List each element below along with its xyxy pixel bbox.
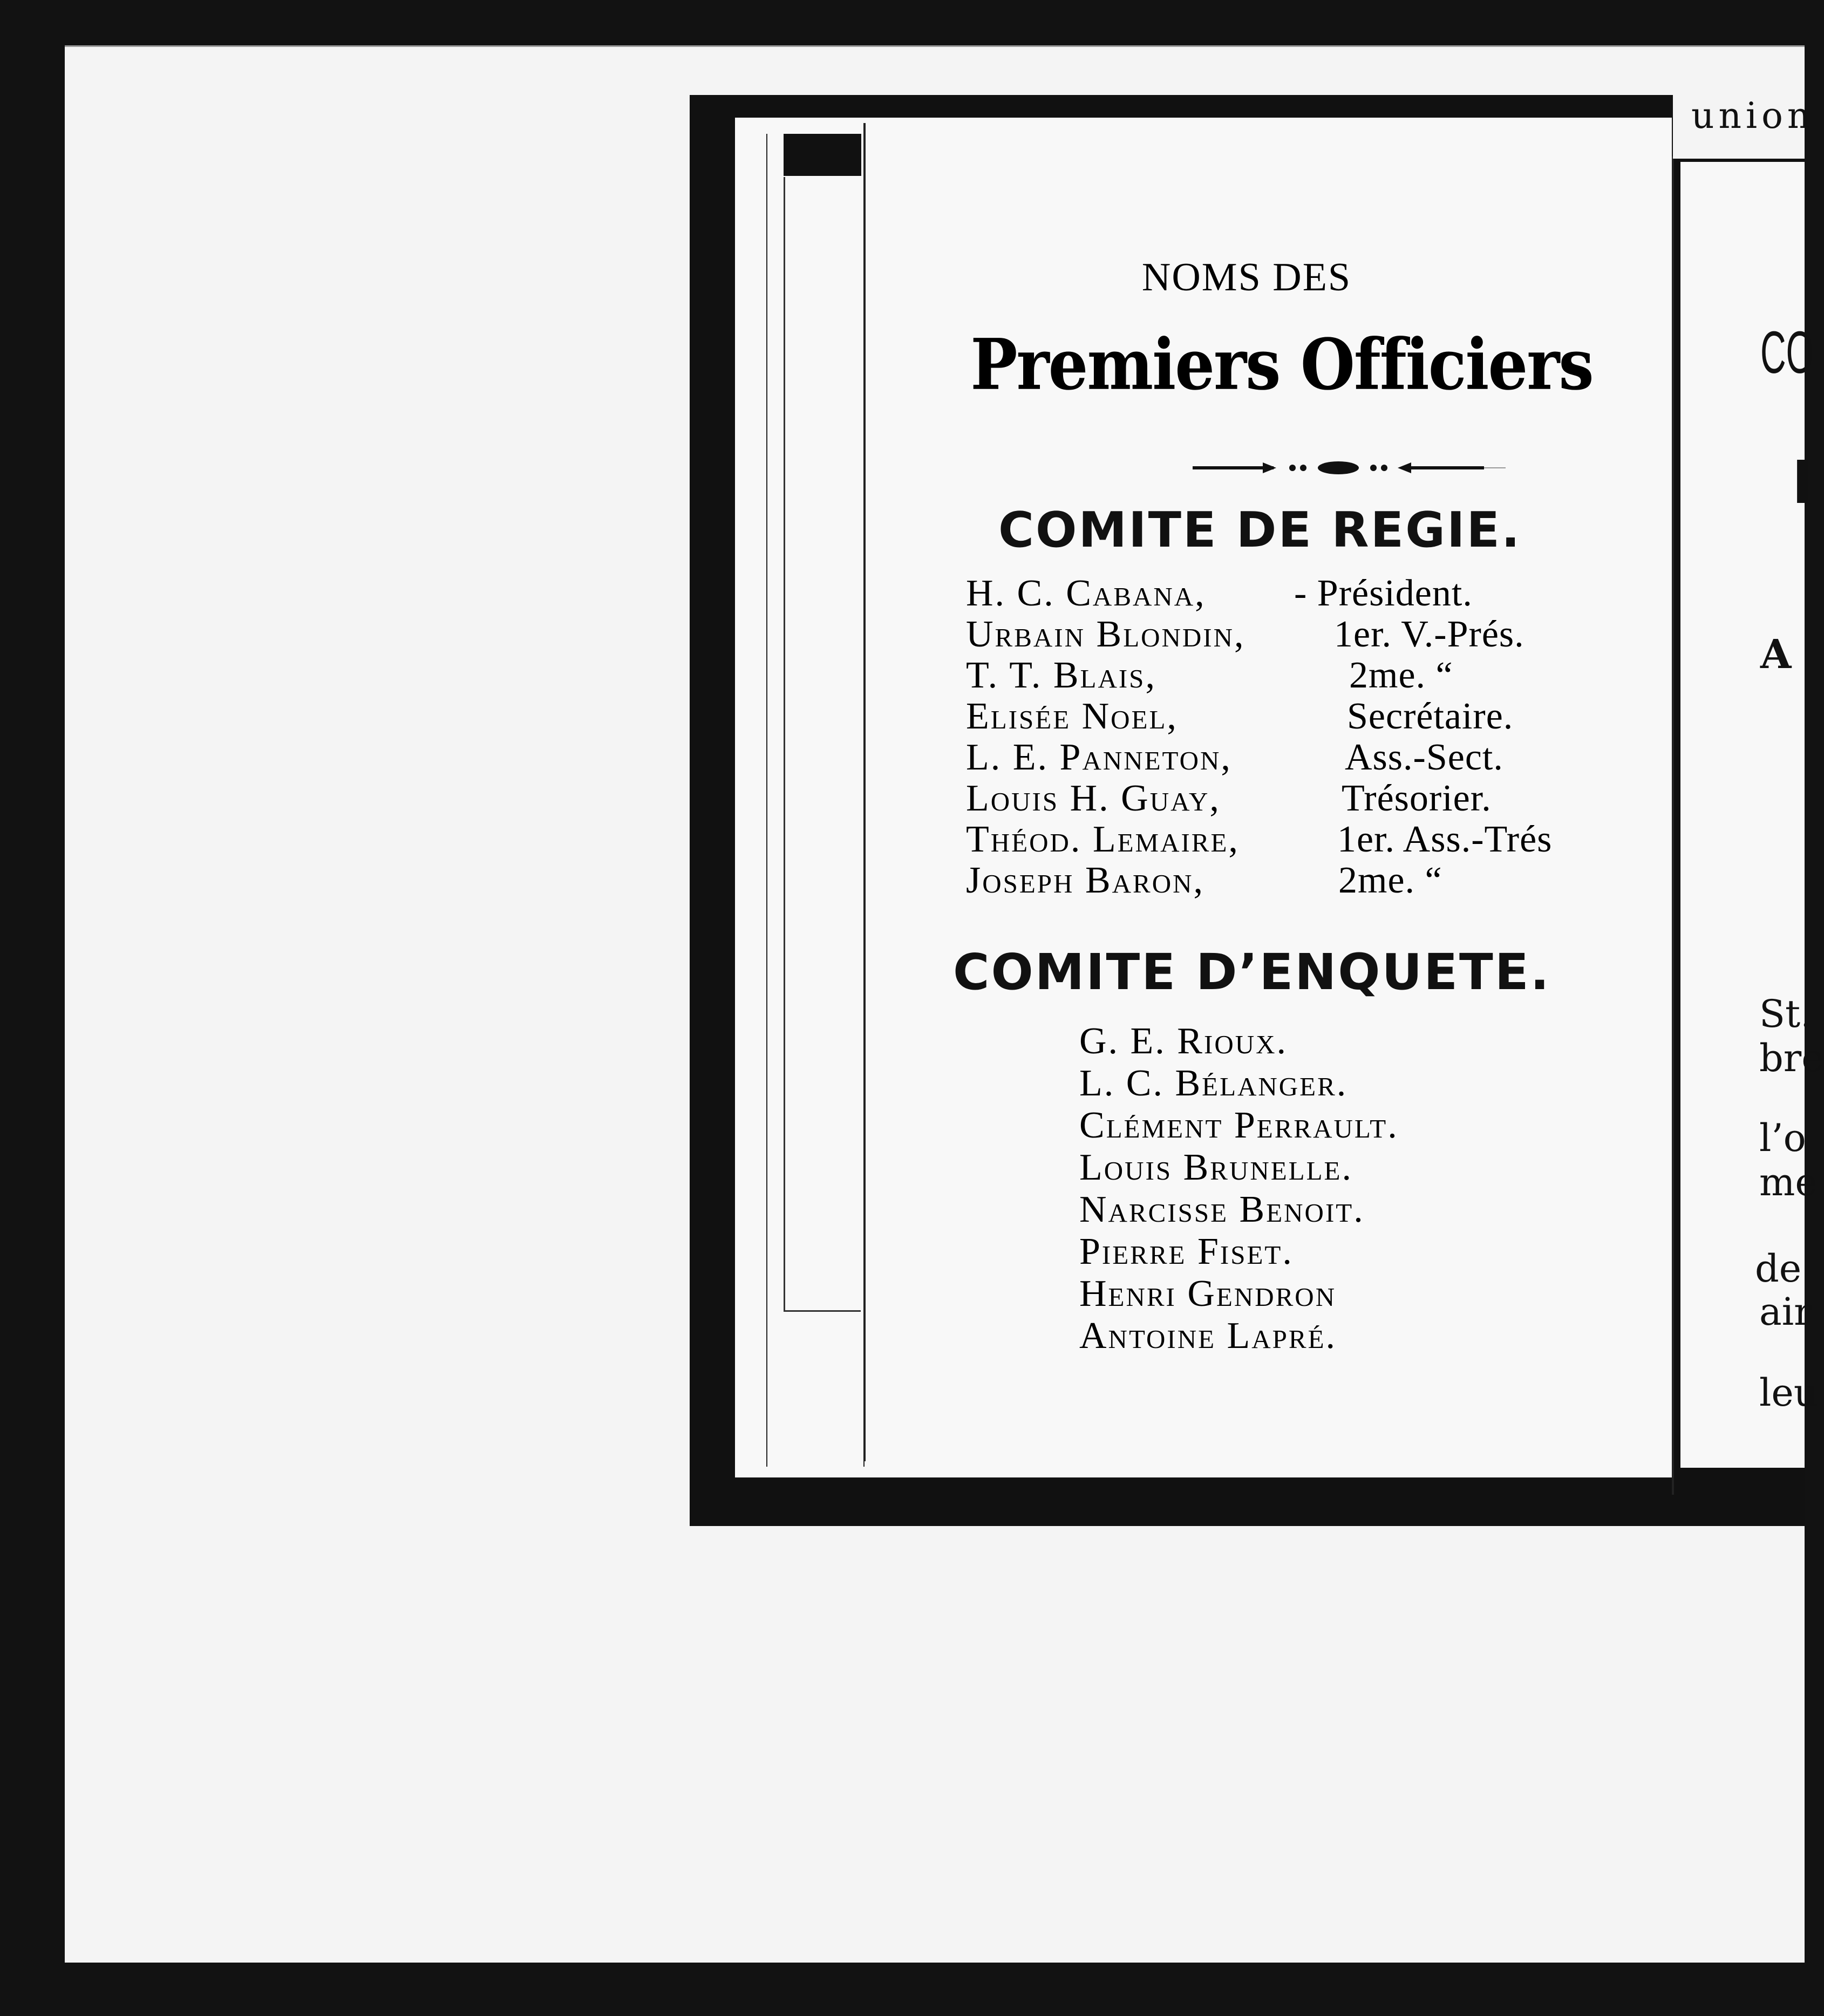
border-inner-column [784, 177, 861, 1312]
officer-name: T. T. Blais, [966, 655, 1156, 696]
officer-role: 1er. Ass.-Trés [1337, 819, 1553, 860]
officer-role: 1er. V.-Prés. [1334, 614, 1524, 655]
officer-name: Théod. Lemaire, [966, 819, 1240, 860]
adjacent-column-top [1673, 95, 1815, 159]
officer-row [966, 695, 1614, 736]
adjacent-line: St. [1759, 992, 1813, 1036]
left-border-columns [766, 134, 865, 1467]
border-bar [784, 134, 861, 176]
adjacent-line: de [1755, 1247, 1802, 1291]
adjacent-line-a: A [1760, 631, 1792, 678]
officer-name: L. E. Panneton, [966, 737, 1232, 778]
header-line-1: NOMS DES [1141, 255, 1352, 299]
officer-name: Urbain Blondin, [966, 614, 1246, 655]
ornament-rule-icon [1182, 460, 1506, 476]
officer-row [966, 818, 1614, 859]
member-name: L. C. Bélanger. [1079, 1063, 1348, 1104]
officer-row [966, 572, 1614, 613]
officer-role: 2me. “ [1349, 655, 1453, 696]
officer-name: Elisée Noel, [966, 696, 1178, 737]
officer-name: Joseph Baron, [966, 860, 1204, 901]
adjacent-heading-2: I [1792, 448, 1814, 517]
officer-role: Trésorier. [1342, 778, 1492, 819]
member-name: Narcisse Benoit. [1079, 1189, 1365, 1230]
officer-row [966, 777, 1614, 818]
officer-row [966, 736, 1614, 777]
member-name: Clément Perrault. [1079, 1105, 1399, 1146]
officer-role: - Président. [1294, 573, 1473, 614]
officer-role: Ass.-Sect. [1345, 737, 1503, 778]
officer-row [966, 613, 1614, 654]
member-name: Louis Brunelle. [1079, 1147, 1353, 1188]
column-rule-right [1672, 156, 1674, 1495]
adjacent-heading-1: CO [1760, 319, 1814, 386]
adjacent-line: leu [1759, 1371, 1818, 1415]
members-list [1079, 1020, 1511, 1376]
adjacent-line: me [1759, 1160, 1818, 1204]
officer-row [966, 654, 1614, 695]
officers-list [966, 572, 1614, 928]
header-title: Premiers Officiers [970, 323, 1593, 406]
officer-role: 2me. “ [1338, 860, 1442, 901]
comite-regie-title: COMITE DE REGIE. [998, 502, 1522, 559]
member-name: Pierre Fiset. [1079, 1231, 1294, 1272]
member-name: Antoine Lapré. [1079, 1315, 1337, 1357]
officer-role: Secrétaire. [1347, 696, 1514, 737]
adjacent-line: l’o [1759, 1116, 1806, 1160]
officer-row [966, 859, 1614, 900]
column-rule-left [863, 123, 866, 1461]
member-name: Henri Gendron [1079, 1273, 1337, 1315]
adjacent-top-text: union [1691, 95, 1815, 137]
adjacent-line: air [1759, 1290, 1812, 1334]
member-name: G. E. Rioux. [1079, 1020, 1288, 1062]
comite-enquete-title: COMITE D’ENQUETE. [953, 943, 1551, 1001]
adjacent-line: bre [1759, 1036, 1824, 1080]
officer-name: Louis H. Guay, [966, 778, 1221, 819]
officer-name: H. C. Cabana, [966, 573, 1206, 614]
